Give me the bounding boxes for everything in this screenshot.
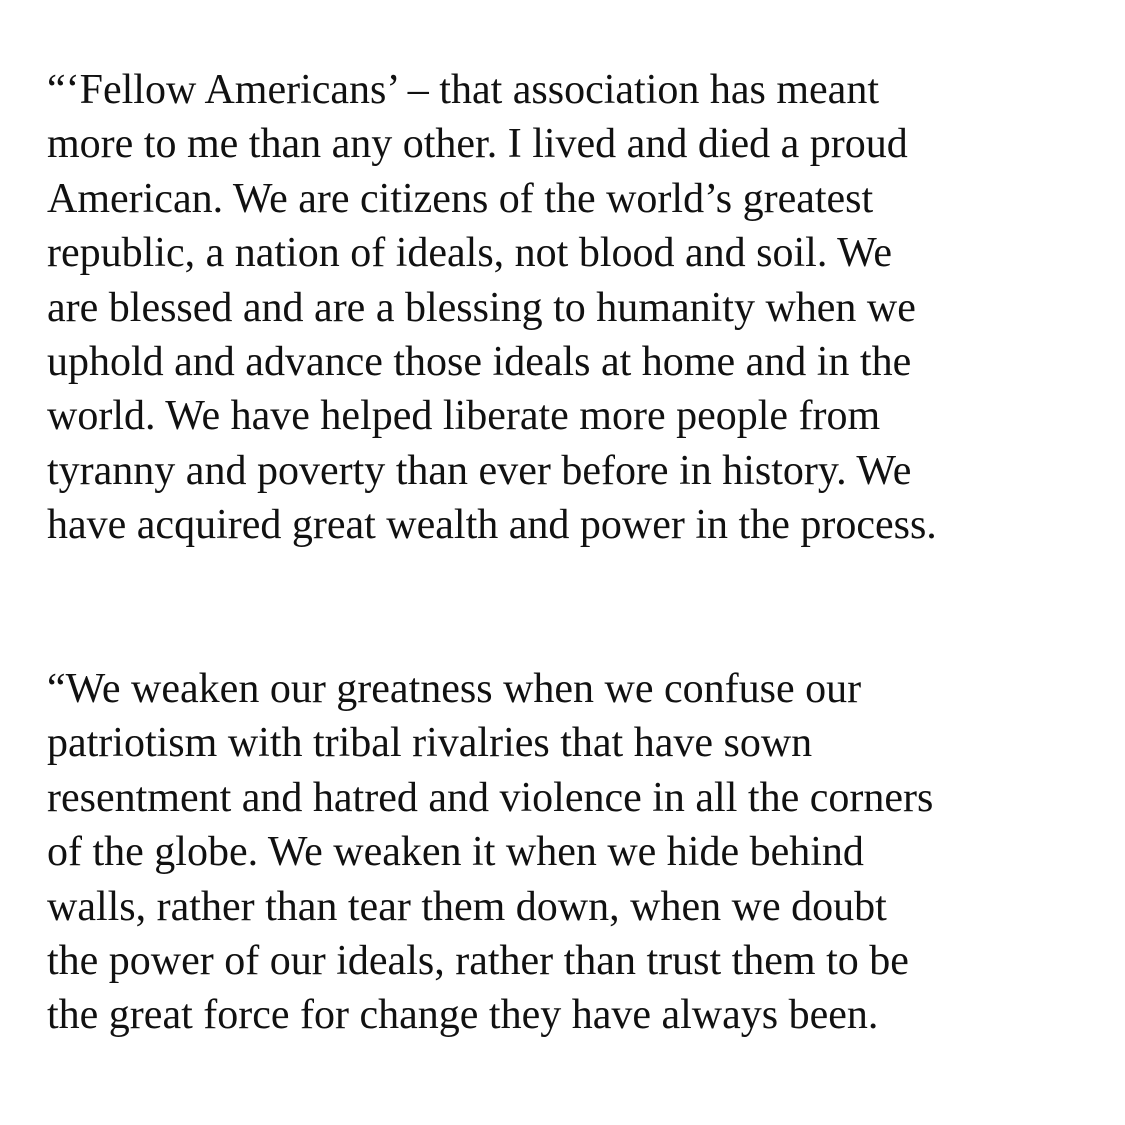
text-line: have acquired great wealth and power in the process. <box>47 502 937 549</box>
text-line: of the globe. We weaken it when we hide behind <box>47 829 864 876</box>
text-line: tyranny and poverty than ever before in history. We <box>47 447 912 494</box>
text-line: patriotism with tribal rivalries that have sown <box>47 720 813 767</box>
text-line: “‘Fellow Americans’ – that association has meant <box>47 67 879 113</box>
text-line: resentment and hatred and violence in all the corners <box>47 774 934 821</box>
quote-paragraph-1 <box>47 63 937 553</box>
text-line: “We weaken our greatness when we confuse our <box>47 666 862 712</box>
text-line: the great force for change they have always been. <box>47 992 879 1039</box>
text-line: are blessed and are a blessing to humanity when we <box>47 284 916 331</box>
text-line: walls, rather than tear them down, when we doubt <box>47 883 887 930</box>
text-line: uphold and advance those ideals at home and in the <box>47 338 912 385</box>
text-line: world. We have helped liberate more people from <box>47 393 881 440</box>
text-line: more to me than any other. I lived and died a proud <box>47 121 908 168</box>
text-line: the power of our ideals, rather than trust them to be <box>47 937 909 984</box>
text-line: American. We are citizens of the world’s greatest <box>47 175 874 222</box>
text-line: republic, a nation of ideals, not blood and soil. We <box>47 230 893 277</box>
quote-paragraph-2 <box>47 662 933 1043</box>
